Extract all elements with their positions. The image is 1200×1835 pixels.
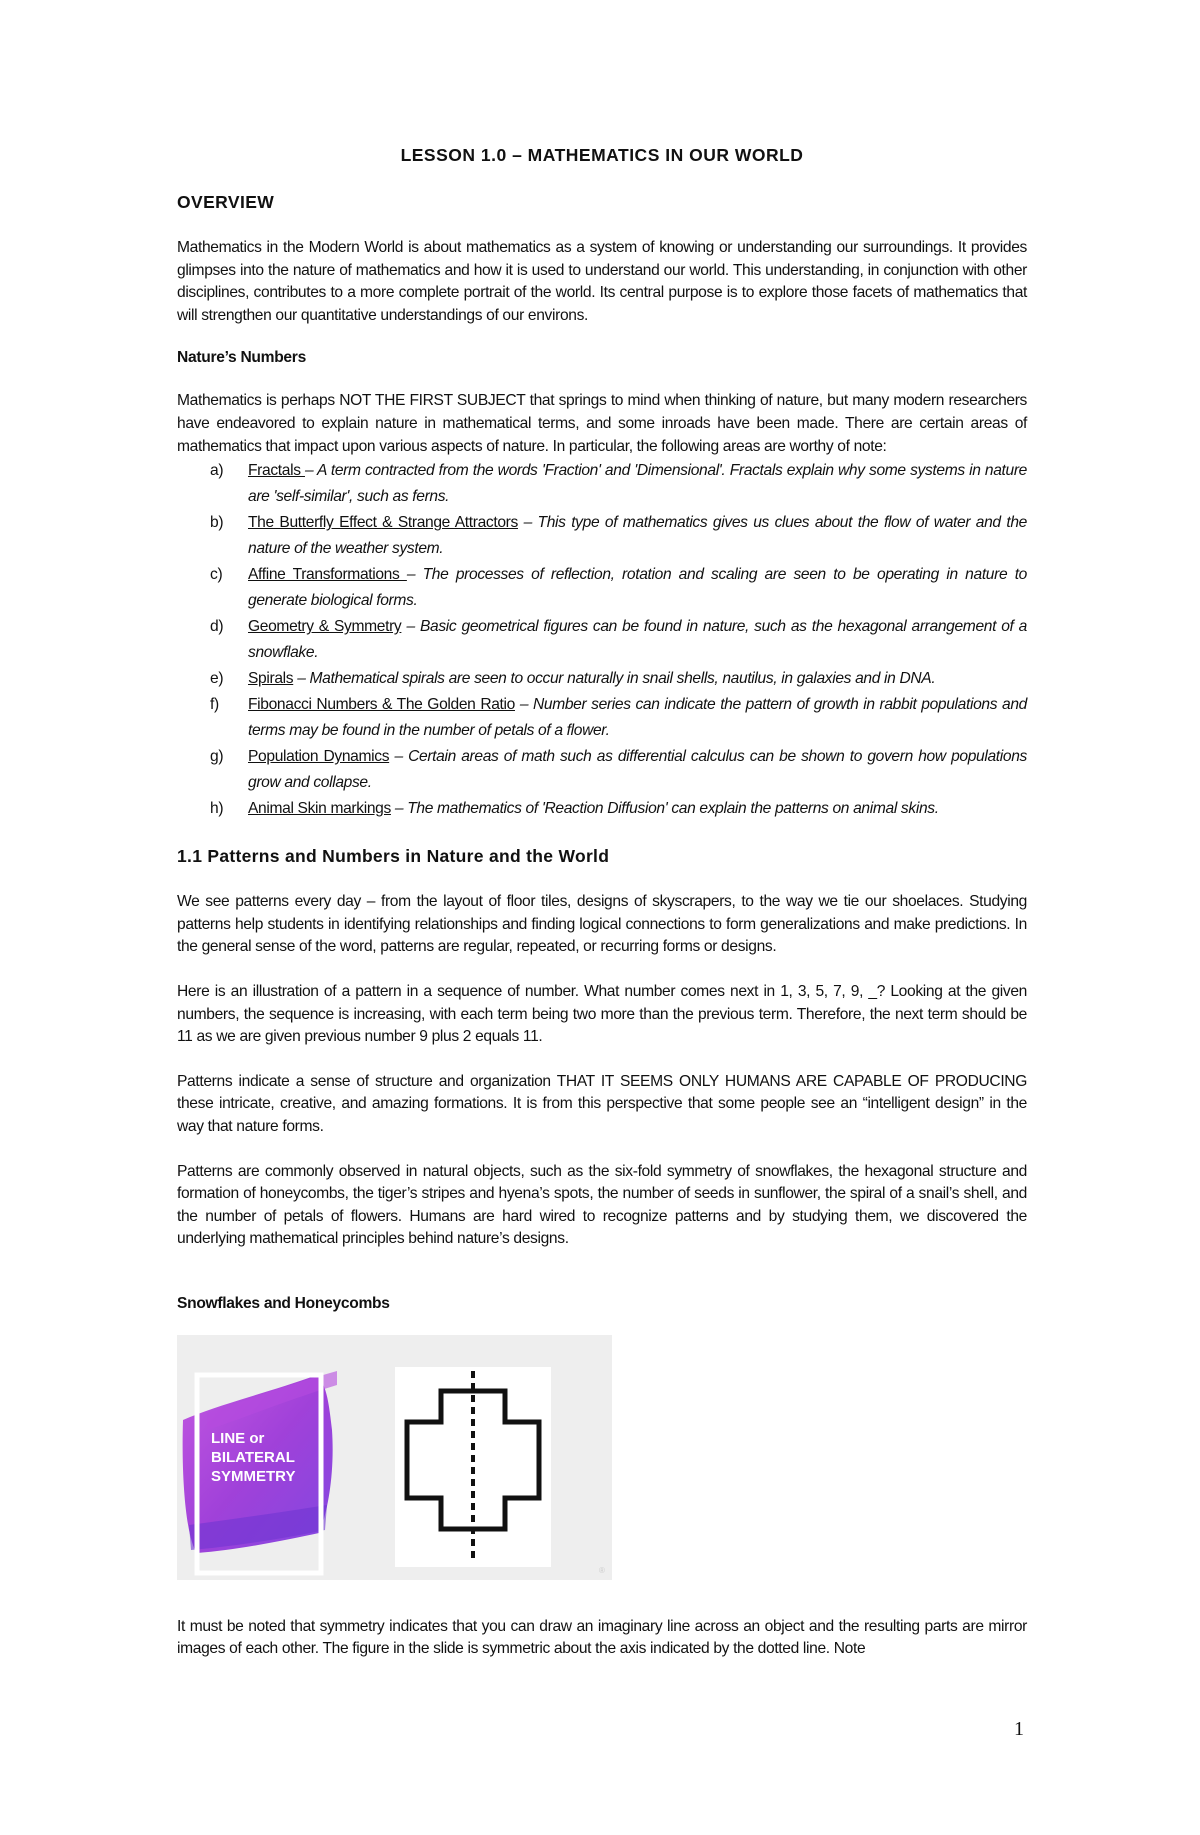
list-term: Geometry & Symmetry (248, 618, 402, 636)
list-marker: f) (210, 696, 219, 714)
list-item (177, 458, 1027, 510)
math-areas-list (177, 458, 1027, 822)
list-marker: g) (210, 748, 224, 766)
overview-paragraph: Mathematics in the Modern World is about mathematics as a system of knowing or understanding our surroundings. It provides glimpses into the nature of mathematics and how it is used to understand our world. This understanding, in conjunction with other disciplines, contributes to a more complete portrait of the world. Its central purpose is to explore those facets of mathematics that will strengthen our quantitative understandings of our environs. (177, 239, 1027, 324)
list-term: Fractals (248, 462, 305, 480)
figure-label-line-2: BILATERAL (211, 1448, 295, 1466)
list-term: Animal Skin markings (248, 800, 391, 818)
list-term: Population Dynamics (248, 748, 390, 766)
page-content (177, 145, 1027, 1661)
list-term: Affine Transformations (248, 566, 407, 584)
list-item (177, 666, 1027, 692)
list-term: Fibonacci Numbers & The Golden Ratio (248, 696, 515, 714)
list-description: – The mathematics of 'Reaction Diffusion' can explain the patterns on animal skins. (390, 800, 939, 818)
list-description: – Number series can indicate the pattern of growth in rabbit populations and terms may be found in the number of petals of a flower. (248, 696, 1027, 740)
list-term: The Butterfly Effect & Strange Attractors (248, 514, 518, 532)
list-description: – The processes of reflection, rotation and scaling are seen to be operating in nature to generate biological forms. (248, 566, 1028, 610)
list-item (177, 692, 1027, 744)
list-marker: c) (210, 566, 223, 584)
patterns-paragraph-2: Here is an illustration of a pattern in a sequence of number. What number comes next in 1, 3, 5, 7, 9, _? Looking at the given numbers, the sequence is increasing, with each term being two more than the previous term. Therefore, the next term should be 11 as we are given previous number 9 plus 2 equals 11. (177, 982, 1027, 1046)
corner-mark: ® (599, 1565, 605, 1575)
list-description: – A term contracted from the words 'Fraction' and 'Dimensional'. Fractals explain why some systems in nature are 'self-similar', such as ferns. (248, 462, 1027, 506)
list-description: – Mathematical spirals are seen to occur naturally in snail shells, nautilus, in galaxies and in DNA. (293, 670, 936, 688)
list-marker: e) (210, 670, 224, 688)
list-item (177, 614, 1027, 666)
snowflakes-heading: Snowflakes and Honeycombs (177, 1294, 390, 1312)
patterns-paragraph-3: Patterns indicate a sense of structure and organization THAT IT SEEMS ONLY HUMANS ARE CAPABLE OF PRODUCING these intricate, creative, and amazing formations. It is from this perspective that some people see an “intelligent design” in the way that nature forms. (177, 1072, 1027, 1135)
list-marker: a) (210, 462, 224, 480)
list-term: Spirals (248, 670, 294, 688)
patterns-paragraph-4: Patterns are commonly observed in natural objects, such as the six-fold symmetry of snowflakes, the hexagonal structure and formation of honeycombs, the tiger’s stripes and hyena’s spots, the number of seeds in sunflower, the spiral of a snail’s shell, and the number of petals of flowers. Humans are hard wired to recognize patterns and by studying them, we discovered the underlying mathematical principles behind nature’s designs. (177, 1162, 1027, 1248)
list-marker: h) (210, 800, 224, 818)
figure-label-line-1: LINE or (211, 1429, 265, 1447)
symmetry-illustration (177, 1335, 612, 1580)
list-description: – Certain areas of math such as differential calculus can be shown to govern how populations grow and collapse. (248, 748, 1027, 792)
lesson-title: LESSON 1.0 – MATHEMATICS IN OUR WORLD (400, 145, 804, 165)
symmetry-slide-image (177, 1335, 612, 1580)
list-item (177, 510, 1027, 562)
natures-numbers-heading: Nature’s Numbers (177, 349, 306, 367)
list-item (177, 562, 1027, 614)
list-marker: b) (210, 514, 224, 532)
figure-label-line-3: SYMMETRY (211, 1467, 296, 1485)
natures-numbers-intro: Mathematics is perhaps NOT THE FIRST SUBJECT that springs to mind when thinking of nature, but many modern researchers have endeavored to explain nature in mathematical terms, and some inroads have been made. There are certain areas of mathematics that impact upon various aspects of nature. In particular, the following areas are worthy of note: (177, 392, 1027, 455)
section-heading: 1.1 Patterns and Numbers in Nature and the World (177, 846, 610, 867)
patterns-paragraph-1: We see patterns every day – from the layout of floor tiles, designs of skyscrapers, to the way we tie our shoelaces. Studying patterns help students in identifying relationships and finding logical connections to form generalizations and make predictions. In the general sense of the word, patterns are regular, repeated, or recurring forms or designs. (177, 893, 1027, 956)
list-description: – Basic geometrical figures can be found in nature, such as the hexagonal arrangement of a snowflake. (248, 618, 1027, 662)
list-item (177, 744, 1027, 796)
overview-heading: OVERVIEW (177, 192, 275, 212)
list-description: – This type of mathematics gives us clues about the flow of water and the nature of the weather system. (248, 514, 1027, 558)
list-marker: d) (210, 618, 224, 636)
list-item (177, 796, 1027, 822)
page-number: 1 (1014, 1718, 1024, 1740)
symmetry-caption: It must be noted that symmetry indicates that you can draw an imaginary line across an object and the resulting parts are mirror images of each other. The figure in the slide is symmetric about the axis indicated by the dotted line. Note (177, 1617, 1027, 1658)
